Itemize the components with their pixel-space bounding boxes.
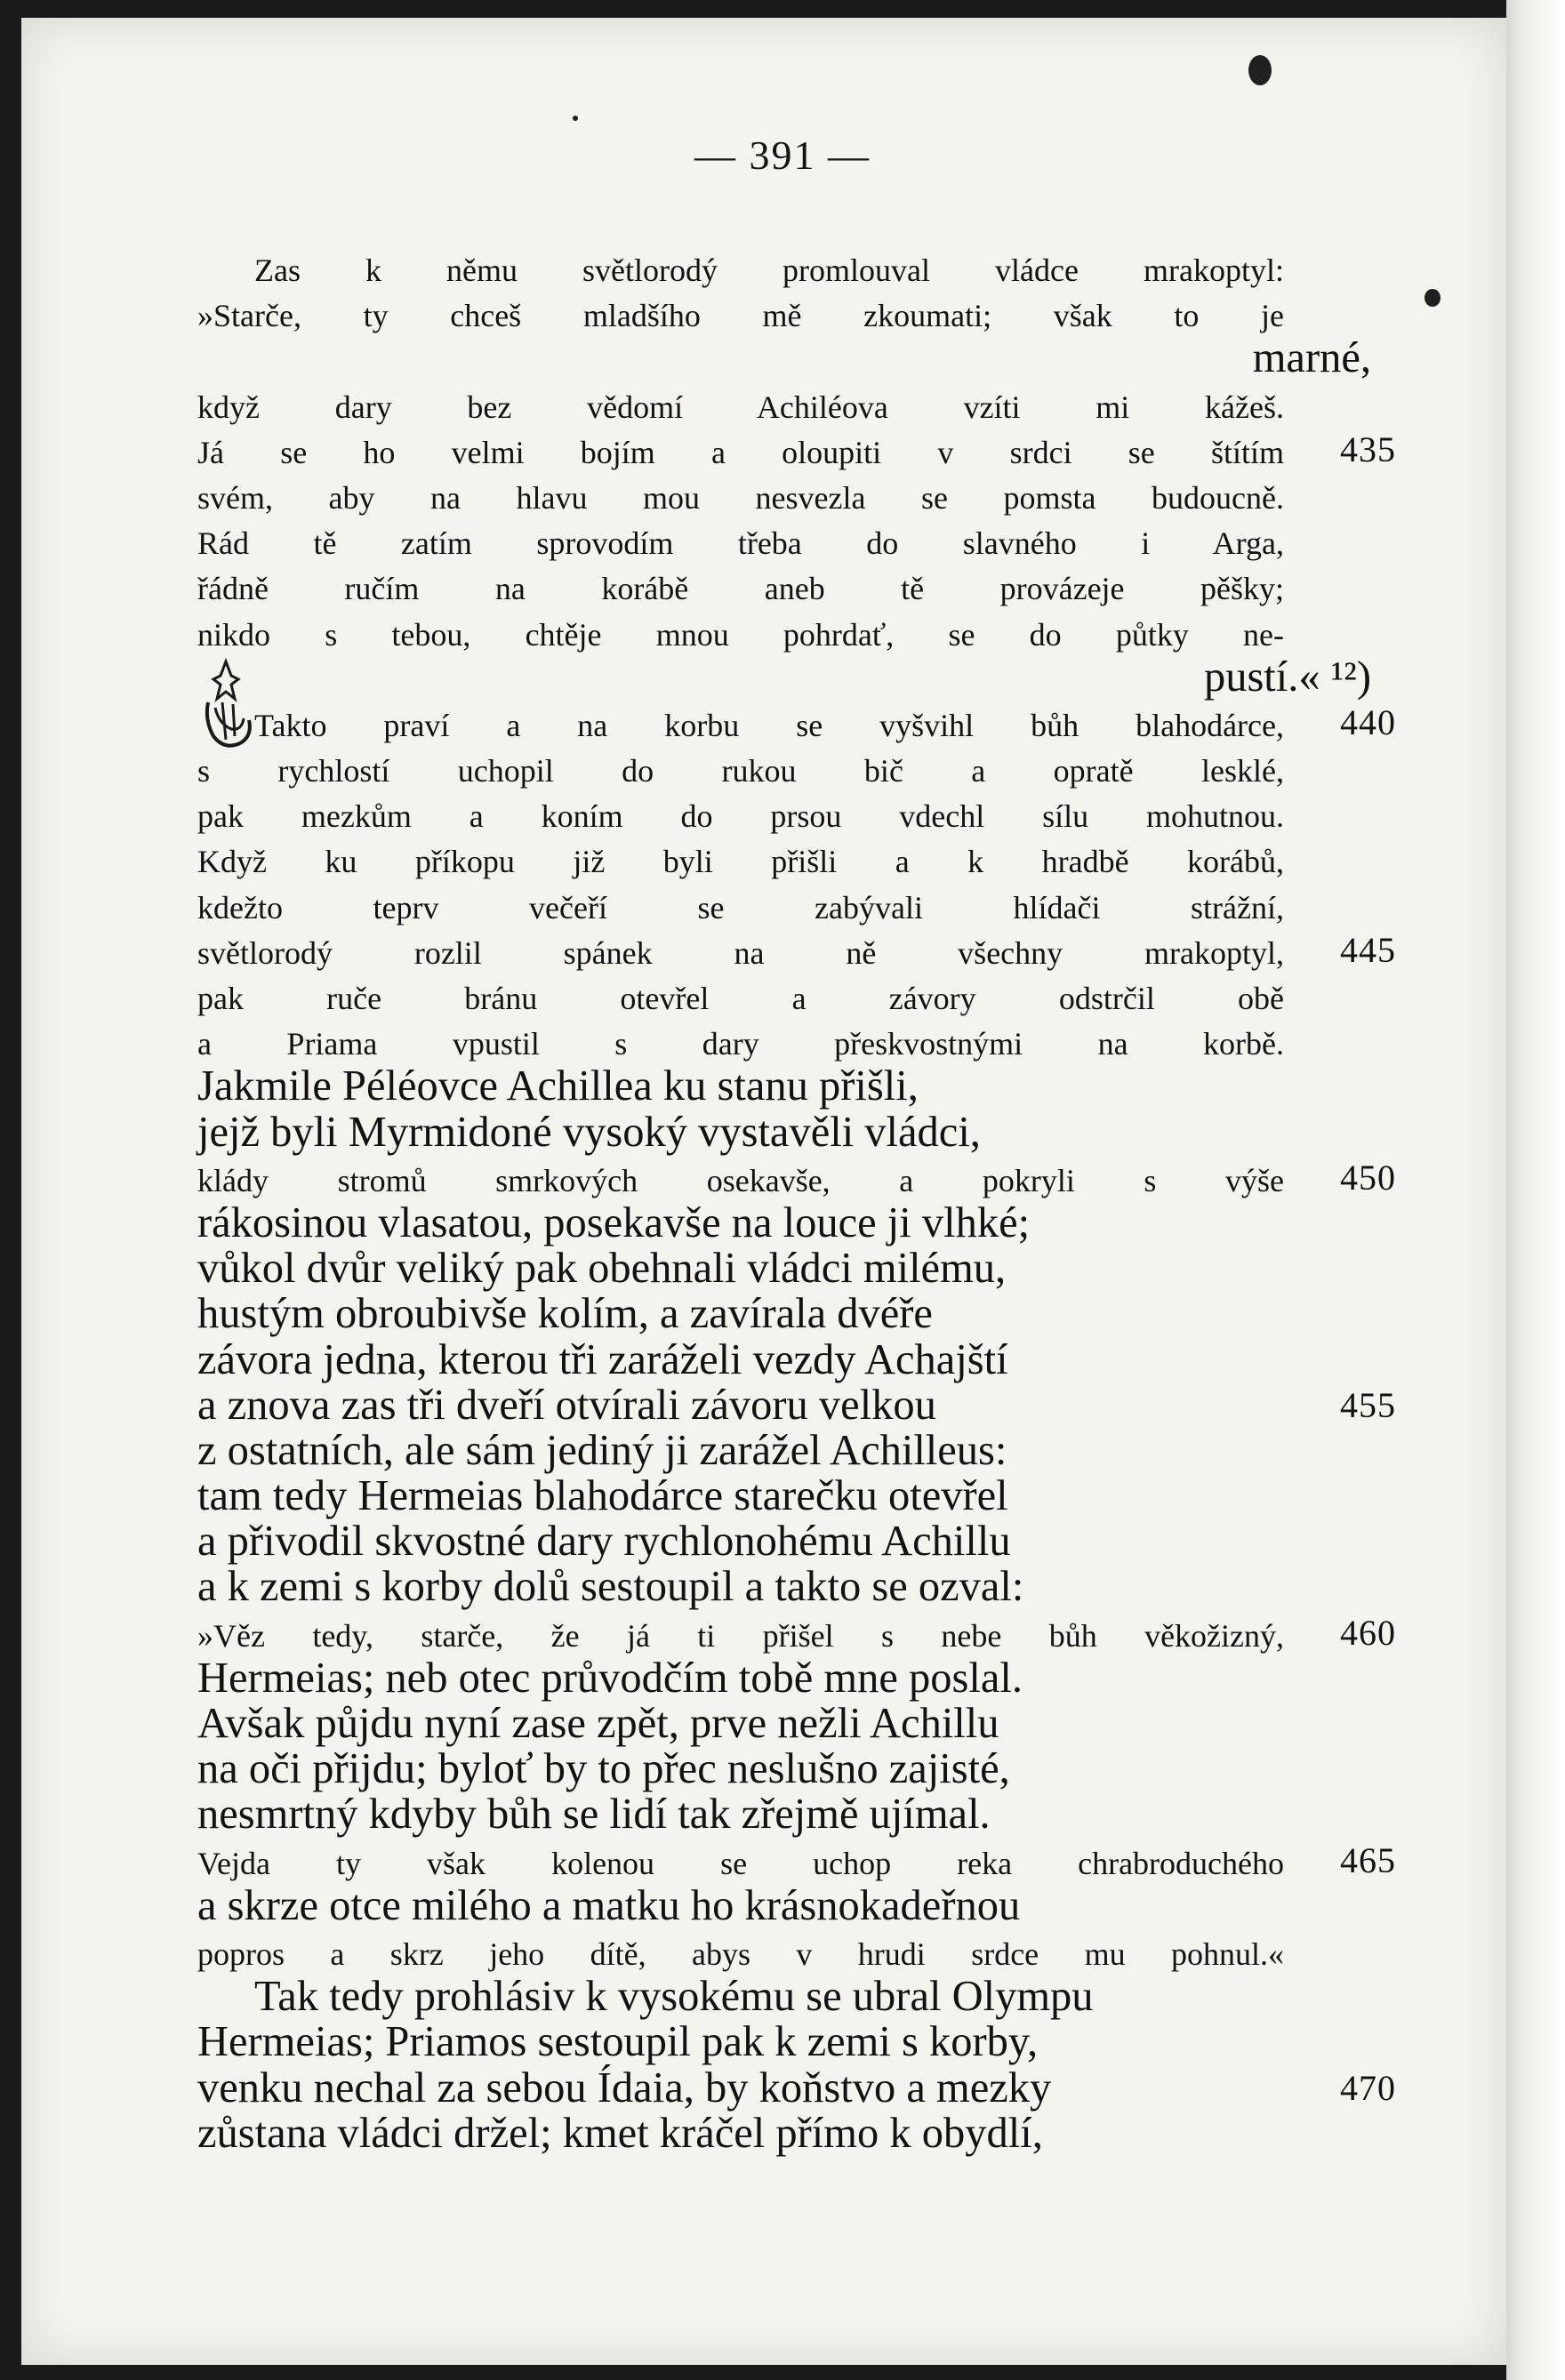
verse-line-text: z ostatních, ale sám jediný ji zarážel Achilleus: <box>197 1426 1007 1474</box>
verse-line <box>197 244 1371 290</box>
verse-line-text: Zas k němu světlorodý promlouval vládce mrakoptyl: <box>254 252 1284 288</box>
line-number: 455 <box>1340 1384 1396 1425</box>
verse-line-text: »Starče, ty chceš mladšího mě zkoumati; však to je <box>197 298 1284 334</box>
verse-text <box>197 244 1396 2157</box>
verse-line-text: Vejda ty však kolenou se uchop reka chrabroduchého <box>197 1845 1284 1881</box>
verse-line-text: Já se ho velmi bojím a oloupiti v srdci se štítím <box>197 434 1284 470</box>
verse-line <box>197 2063 1396 2112</box>
verse-line-text: Tak tedy prohlásiv k vysokému se ubral Olympu <box>254 1973 1094 2021</box>
verse-line-text: Avšak půjdu nyní zase zpět, prve nežli Achillu <box>197 1700 999 1747</box>
verse-line-text: hustým obroubivše kolím, a zavírala dvéře <box>197 1290 933 1338</box>
page-edge <box>1506 0 1565 2380</box>
verse-line <box>197 700 1396 745</box>
verse-line <box>197 654 1371 700</box>
verse-line-text: světlorodý rozlil spánek na ně všechny mrakoptyl, <box>197 934 1284 971</box>
verse-line <box>197 1473 1371 1519</box>
verse-line-text: tam tedy Hermeias blahodárce starečku otevřel <box>197 1472 1008 1520</box>
line-number: 445 <box>1340 929 1396 970</box>
verse-line <box>197 335 1371 381</box>
verse-line-text: nikdo s tebou, chtěje mnou pohrdať, se do půtky ne- <box>197 616 1284 653</box>
line-number: 470 <box>1340 2067 1396 2108</box>
verse-line-text: Hermeias; Priamos sestoupil pak k zemi s korby, <box>197 2018 1039 2066</box>
verse-line <box>197 1018 1371 1063</box>
verse-line <box>197 381 1371 427</box>
verse-line-text: řádně ručím na korábě aneb tě provázeje pěšky; <box>197 571 1284 607</box>
verse-line <box>197 517 1371 563</box>
verse-line <box>197 1063 1371 1109</box>
verse-line <box>197 1746 1371 1791</box>
verse-line-text: na oči přijdu; byloť by to přec neslušno zajisté, <box>197 1745 1010 1793</box>
verse-line-text: venku nechal za sebou Ídaia, by koňstvo a mezky <box>197 2063 1052 2112</box>
ink-spot <box>1425 289 1441 307</box>
verse-line-text: Rád tě zatím sprovodím třeba do slavného i Arga, <box>197 525 1284 562</box>
verse-line-text: a Priama vpustil s dary přeskvostnými na korbě. <box>197 1026 1284 1062</box>
line-number: 435 <box>1340 429 1396 469</box>
verse-line <box>197 1291 1371 1336</box>
line-number: 450 <box>1340 1157 1396 1198</box>
verse-line-text: popros a skrz jeho dítě, abys v hrudi srdce mu pohnul.« <box>197 1935 1284 1972</box>
ink-spot <box>1248 55 1272 85</box>
verse-line-text: nesmrtný kdyby bůh se lidí tak zřejmě ujímal. <box>197 1791 991 1839</box>
page-number: — 391 — <box>694 132 871 178</box>
verse-line-text: závora jedna, kterou tři zaráželi vezdy Achajští <box>197 1335 1008 1383</box>
verse-line <box>197 745 1371 790</box>
verse-line <box>197 836 1371 881</box>
verse-line-text: Takto praví a na korbu se vyšvihl bůh blahodárce, <box>254 707 1284 743</box>
verse-line-text: vůkol dvůr veliký pak obehnali vládci milému, <box>197 1245 1007 1293</box>
verse-line-text: svém, aby na hlavu mou nesvezla se pomsta budoucně. <box>197 479 1284 516</box>
line-number: 465 <box>1340 1839 1396 1880</box>
verse-line <box>197 1200 1371 1246</box>
verse-line-text: a k zemi s korby dolů sestoupil a takto se ozval: <box>197 1563 1024 1611</box>
verse-line <box>197 927 1396 973</box>
verse-line <box>197 1428 1371 1473</box>
verse-line-text: s rychlostí uchopil do rukou bič a opratě lesklé, <box>197 753 1284 789</box>
verse-line-text: kdežto teprv večeří se zabývali hlídači strážní, <box>197 889 1284 926</box>
verse-line <box>197 973 1371 1018</box>
verse-line <box>197 472 1371 517</box>
verse-line <box>197 1519 1371 1564</box>
verse-line-text: pak mezkům a koním do prsou vdechl sílu mohutnou. <box>197 798 1284 835</box>
verse-line-text: Jakmile Péléovce Achillea ku stanu přišli, <box>197 1062 919 1110</box>
verse-line <box>197 1701 1371 1746</box>
verse-line <box>197 882 1371 927</box>
verse-line <box>197 1838 1396 1883</box>
verse-line-text: klády stromů smrkových osekavše, a pokryli s výše <box>197 1162 1284 1198</box>
verse-line <box>197 790 1371 836</box>
verse-line <box>197 2019 1371 2064</box>
verse-line <box>197 1337 1371 1382</box>
verse-line-text: a skrze otce milého a matku ho krásnokadeřnou <box>197 1881 1021 1929</box>
verse-line <box>197 427 1396 472</box>
verse-line-text: jejž byli Myrmidoné vysoký vystavěli vládci, <box>197 1108 981 1156</box>
verse-line-text: a znova zas tři dveří otvírali závoru velkou <box>197 1381 936 1429</box>
ink-spot <box>573 116 578 121</box>
verse-line <box>197 609 1371 654</box>
verse-line <box>197 290 1371 335</box>
verse-line-text: Hermeias; neb otec průvodčím tobě mne poslal. <box>197 1654 1023 1702</box>
verse-line <box>197 1381 1396 1429</box>
verse-line <box>197 1155 1396 1200</box>
verse-line-text: pustí.« ¹²) <box>1203 653 1371 701</box>
verse-line-text: když dary bez vědomí Achiléova vzíti mi kážeš. <box>197 389 1284 425</box>
verse-line <box>197 1610 1396 1655</box>
verse-line-text: a přivodil skvostné dary rychlonohému Achillu <box>197 1518 1011 1566</box>
verse-line-text: marné, <box>1252 334 1371 382</box>
verse-line-text: »Věz tedy, starče, že já ti přišel s nebe bůh věkožizný, <box>197 1617 1284 1654</box>
verse-line <box>197 1883 1371 1928</box>
verse-line <box>197 1110 1371 1155</box>
verse-line-text: zůstana vládci držel; kmet kráčel přímo k obydlí, <box>197 2109 1043 2157</box>
verse-line <box>197 1928 1371 1974</box>
verse-line <box>197 1974 1371 2019</box>
line-number: 440 <box>1340 701 1396 742</box>
verse-line <box>197 1791 1371 1837</box>
verse-line-text: pak ruče bránu otevřel a závory odstrčil obě <box>197 981 1284 1016</box>
line-number: 460 <box>1340 1612 1396 1653</box>
verse-line-text: rákosinou vlasatou, posekavše na louce ji vlhké; <box>197 1198 1031 1246</box>
verse-line <box>197 563 1371 608</box>
verse-line-text: Když ku příkopu již byli přišli a k hradbě korábů, <box>197 844 1284 880</box>
verse-line <box>197 1246 1371 1291</box>
verse-line <box>197 1564 1371 1609</box>
verse-line <box>197 2111 1371 2156</box>
verse-line <box>197 1655 1371 1701</box>
